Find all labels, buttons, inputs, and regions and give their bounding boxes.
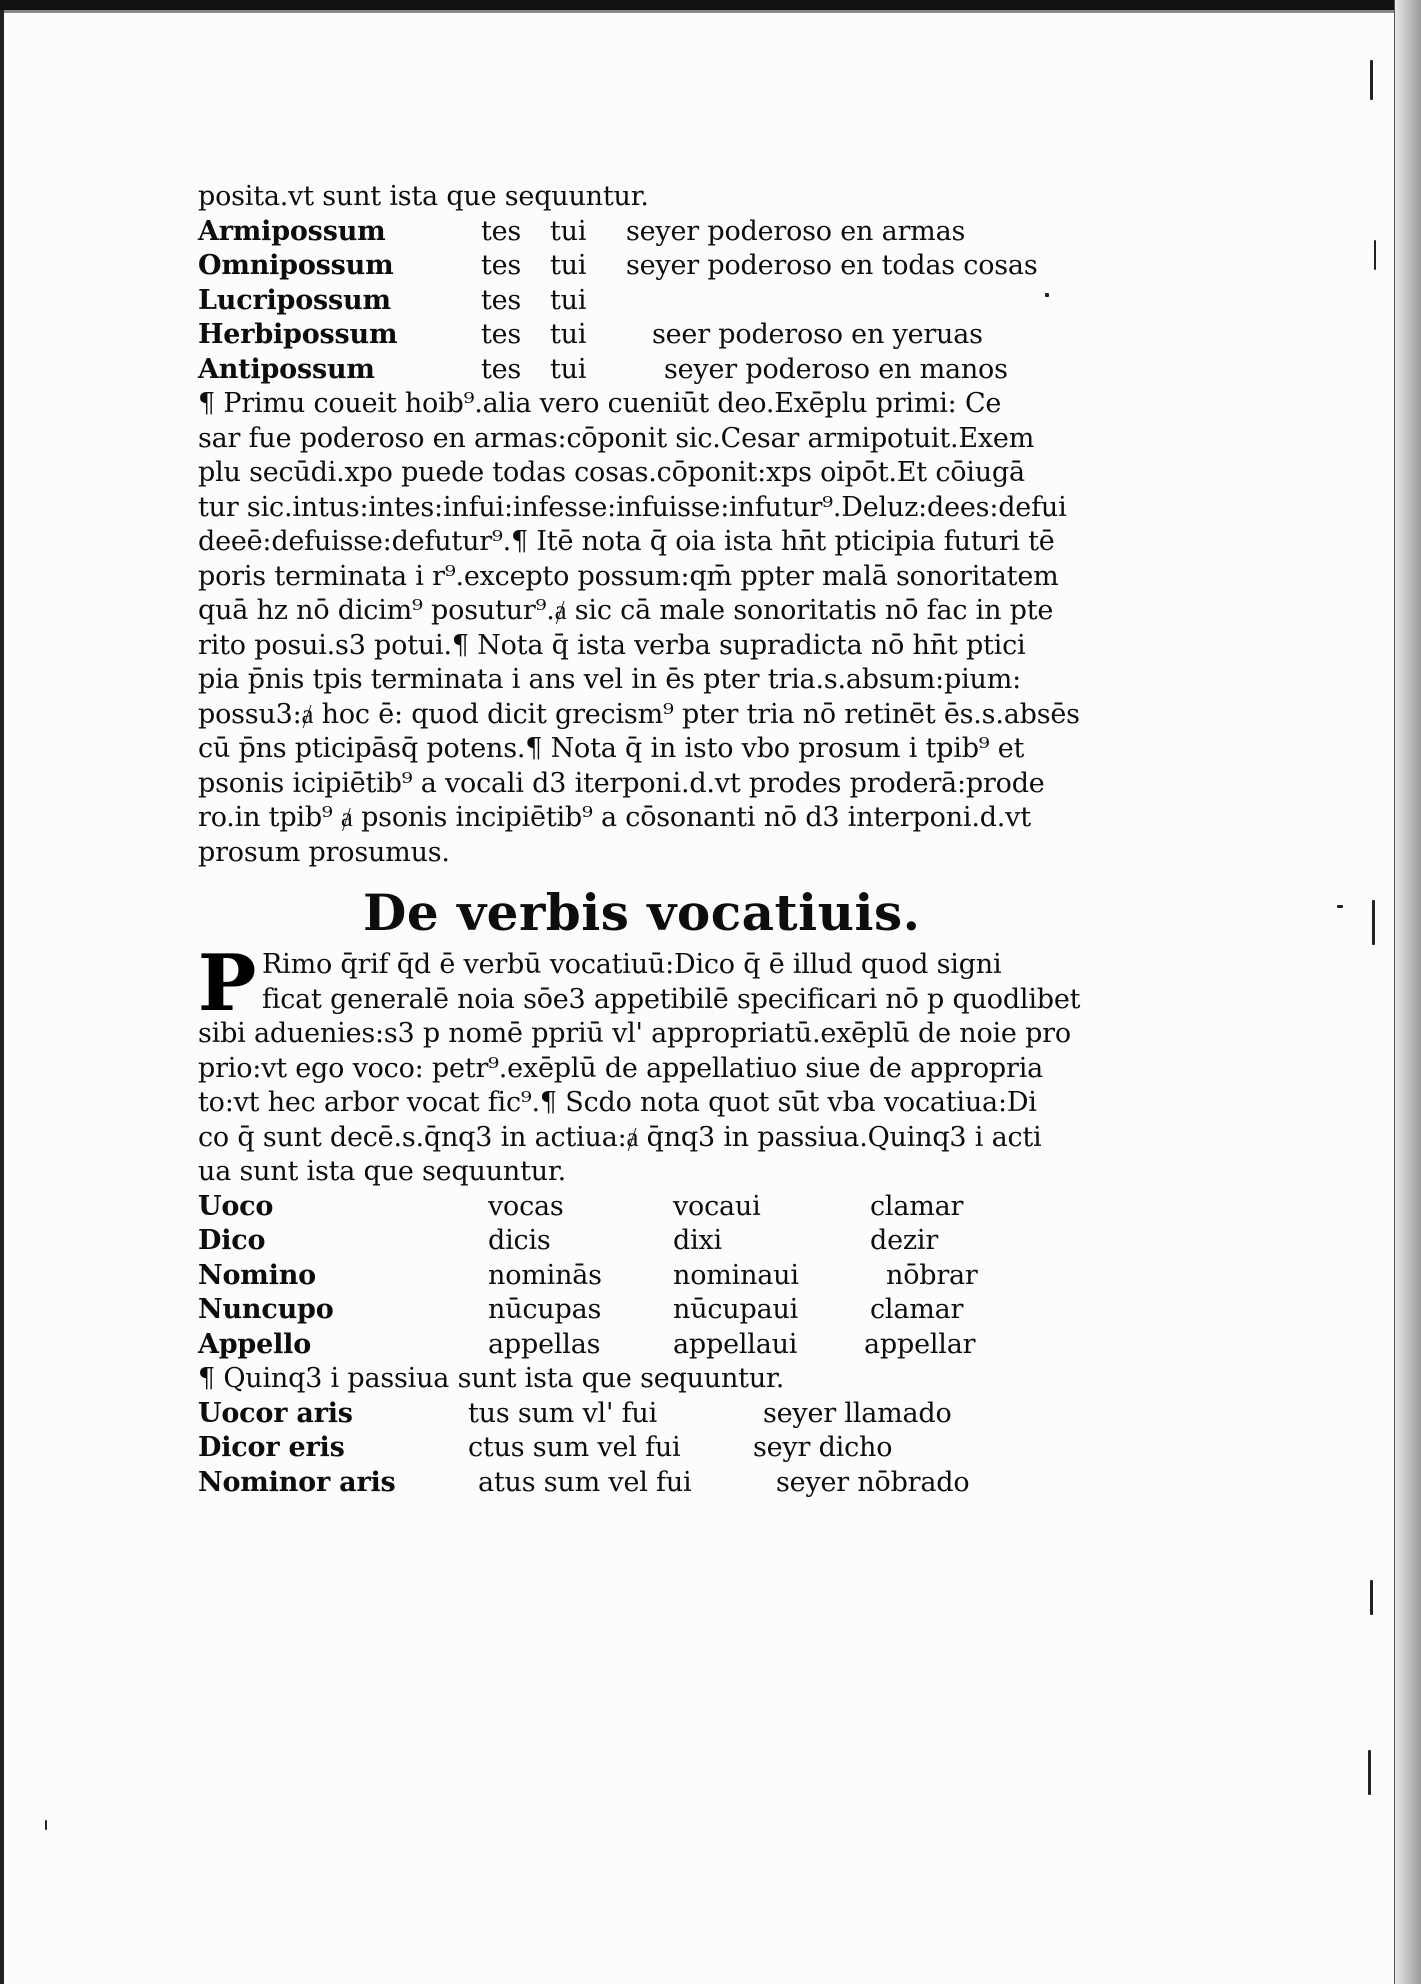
possum-gloss: seer poderoso en yeruas <box>652 319 983 350</box>
paragraph-line: poris terminata i r⁹.excepto possum:qm̄ ppter malā sonoritatem <box>198 560 1059 592</box>
ink-speck <box>1374 240 1376 270</box>
paragraph-line: prosum prosumus. <box>198 836 450 868</box>
paragraph-line: deeē:defuisse:defutur⁹.¶ Itē nota q̄ oia ista hn̄t pticipia futuri tē <box>198 526 1055 557</box>
vocatiua-row <box>198 1224 1058 1259</box>
possum-form-b: tui <box>550 250 587 281</box>
possum-table <box>198 215 1058 388</box>
paragraph-line: possu3:ⱥ hoc ē: quod dicit grecism⁹ pter tria nō retinēt ēs.s.absēs <box>198 698 1080 730</box>
vocatiua-passive-table <box>198 1397 1058 1501</box>
passiua-intro: ¶ Quinq3 i passiua sunt ista que sequuntur. <box>198 1363 785 1394</box>
passiua-verb: Dicor eris <box>198 1432 345 1463</box>
vocatiua-gloss: clamar <box>870 1294 964 1325</box>
vocatiua-form-2: dicis <box>488 1225 551 1256</box>
vocatiua-verb: Uoco <box>198 1190 274 1222</box>
possum-row <box>198 284 1058 319</box>
passiua-verb: Uocor aris <box>198 1397 353 1429</box>
paragraph-line: co q̄ sunt decē.s.q̄nq3 in actiua:ⱥ q̄nq3 in passiua.Quinq3 i acti <box>198 1121 1042 1153</box>
paragraph-line: ¶ Primu coueit hoib⁹.alia vero cueniūt deo.Exēplu primi: Ce <box>198 388 1002 419</box>
paragraph-line: ro.in tpib⁹ ⱥ psonis incipiētib⁹ a cōsonanti nō d3 interponi.d.vt <box>198 802 1031 833</box>
possum-form-b: tui <box>550 284 587 316</box>
text-block <box>197 180 1081 1500</box>
possum-form-b: tui <box>550 319 587 350</box>
possum-verb: Herbipossum <box>198 319 398 350</box>
possum-verb: Armipossum <box>198 215 386 247</box>
vocatiua-verb: Nomino <box>198 1259 316 1291</box>
paragraph-line: sar fue poderoso en armas:cōponit sic.Cesar armipotuit.Exem <box>198 422 1035 454</box>
possum-gloss: seyer poderoso en armas <box>626 215 966 247</box>
paragraph-line: tur sic.intus:intes:infui:infesse:infuisse:infutur⁹.Deluz:dees:defui <box>198 491 1067 523</box>
possum-form-a: tes <box>481 250 522 281</box>
vocatiua-row <box>198 1293 1058 1328</box>
passiua-gloss: seyer nōbrado <box>776 1466 970 1498</box>
ink-speck <box>1370 1580 1373 1615</box>
vocatiua-verb: Nuncupo <box>198 1294 334 1325</box>
vocatiua-gloss: nōbrar <box>886 1259 978 1291</box>
paragraph-line: ua sunt ista que sequuntur. <box>198 1156 567 1187</box>
paragraph-line: cū p̄ns pticipāsq̄ potens.¶ Nota q̄ in isto vbo prosum i tpib⁹ et <box>198 733 1025 764</box>
paragraph-line: Rimo q̄rif q̄d ē verbū vocatiuū:Dico q̄ ē illud quod signi <box>262 949 1002 980</box>
passiua-row <box>198 1431 1058 1466</box>
possum-row <box>198 249 1058 284</box>
paragraph-line: prio:vt ego voco: petr⁹.exēplū de appellatiuo siue de appropria <box>198 1052 1044 1084</box>
vocatiua-form-3: nūcupaui <box>673 1294 799 1325</box>
possum-form-a: tes <box>481 353 522 385</box>
vocatiua-row <box>198 1190 1058 1225</box>
passiua-gloss: seyer llamado <box>763 1397 952 1429</box>
ink-speck <box>1372 900 1375 945</box>
vocatiua-form-3: vocaui <box>673 1190 761 1222</box>
vocatiua-row <box>198 1328 1058 1363</box>
vocatiua-form-2: nominās <box>488 1259 602 1291</box>
vocatiua-gloss: appellar <box>864 1328 976 1360</box>
drop-cap-initial: P <box>197 938 257 1029</box>
possum-verb: Lucripossum <box>198 284 391 316</box>
passiua-perfect: atus sum vel fui <box>478 1466 692 1498</box>
passiua-row <box>198 1466 1058 1501</box>
page-top-edge <box>0 0 1421 10</box>
vocatiua-verb: Dico <box>198 1225 266 1256</box>
page-left-edge <box>0 10 4 1984</box>
paragraph-line: ficat generalē noia sōe3 appetibilē specificari nō p quodlibet <box>262 983 1081 1015</box>
possum-form-b: tui <box>550 353 587 385</box>
ink-speck <box>1337 905 1343 908</box>
possum-gloss: seyer poderoso en manos <box>664 353 1008 385</box>
section-heading: De verbis vocatiuis. <box>363 883 921 942</box>
paragraph-line: sibi aduenies:s3 p nomē ppriū vl' appropriatū.exēplū de noie pro <box>198 1018 1071 1049</box>
possum-form-b: tui <box>550 215 587 247</box>
passiua-verb: Nominor aris <box>198 1466 396 1498</box>
paragraph-line: plu secūdi.xpo puede todas cosas.cōponit:xps oipōt.Et cōiugā <box>198 457 1025 488</box>
possum-verb: Omnipossum <box>198 250 394 281</box>
passiua-perfect: ctus sum vel fui <box>468 1432 681 1463</box>
page-top-edge-shadow <box>0 10 1421 13</box>
vocatiua-form-3: appellaui <box>673 1328 798 1360</box>
paragraph-line: rito posui.s3 potui.¶ Nota q̄ ista verba supradicta nō hn̄t ptici <box>198 629 1026 661</box>
vocatiua-gloss: dezir <box>870 1225 939 1256</box>
paragraph-line: quā hz nō dicim⁹ posutur⁹.ⱥ sic cā male sonoritatis nō fac in pte <box>198 595 1054 626</box>
possum-verb: Antipossum <box>198 353 375 385</box>
paragraph-possum-compounds <box>198 387 1080 870</box>
paragraph-line: pia p̄nis tpis terminata i ans vel in ēs pter tria.s.absum:pium: <box>198 664 1022 695</box>
vocatiua-row <box>198 1259 1058 1294</box>
possum-row <box>198 353 1058 388</box>
vocatiua-gloss: clamar <box>870 1190 964 1222</box>
ink-speck <box>1368 1750 1371 1795</box>
paragraph-vocatiua <box>197 938 1081 1190</box>
passiua-gloss: seyr dicho <box>753 1432 893 1463</box>
possum-form-a: tes <box>481 284 522 316</box>
vocatiua-form-3: dixi <box>673 1225 722 1256</box>
ink-speck <box>45 1820 47 1830</box>
possum-gloss: seyer poderoso en todas cosas <box>626 250 1038 281</box>
paragraph-line: psonis icipiētib⁹ a vocali d3 iterponi.d.vt prodes proderā:prode <box>198 767 1045 799</box>
passiua-perfect: tus sum vl' fui <box>468 1397 658 1429</box>
vocatiua-active-table <box>198 1190 1058 1363</box>
possum-form-a: tes <box>481 215 522 247</box>
passiua-row <box>198 1397 1058 1432</box>
vocatiua-form-3: nominaui <box>673 1259 799 1291</box>
paragraph-line: to:vt hec arbor vocat fic⁹.¶ Scdo nota quot sūt vba vocatiua:Di <box>198 1087 1037 1118</box>
possum-form-a: tes <box>481 319 522 350</box>
possum-row <box>198 215 1058 250</box>
ink-speck <box>1370 60 1373 100</box>
intro-line: posita.vt sunt ista que sequuntur. <box>198 181 649 212</box>
vocatiua-form-2: vocas <box>488 1190 564 1222</box>
vocatiua-form-2: nūcupas <box>488 1294 602 1325</box>
vocatiua-verb: Appello <box>198 1328 312 1360</box>
possum-row <box>198 318 1058 353</box>
page-gutter-shadow <box>1395 0 1421 1984</box>
vocatiua-form-2: appellas <box>488 1328 601 1360</box>
